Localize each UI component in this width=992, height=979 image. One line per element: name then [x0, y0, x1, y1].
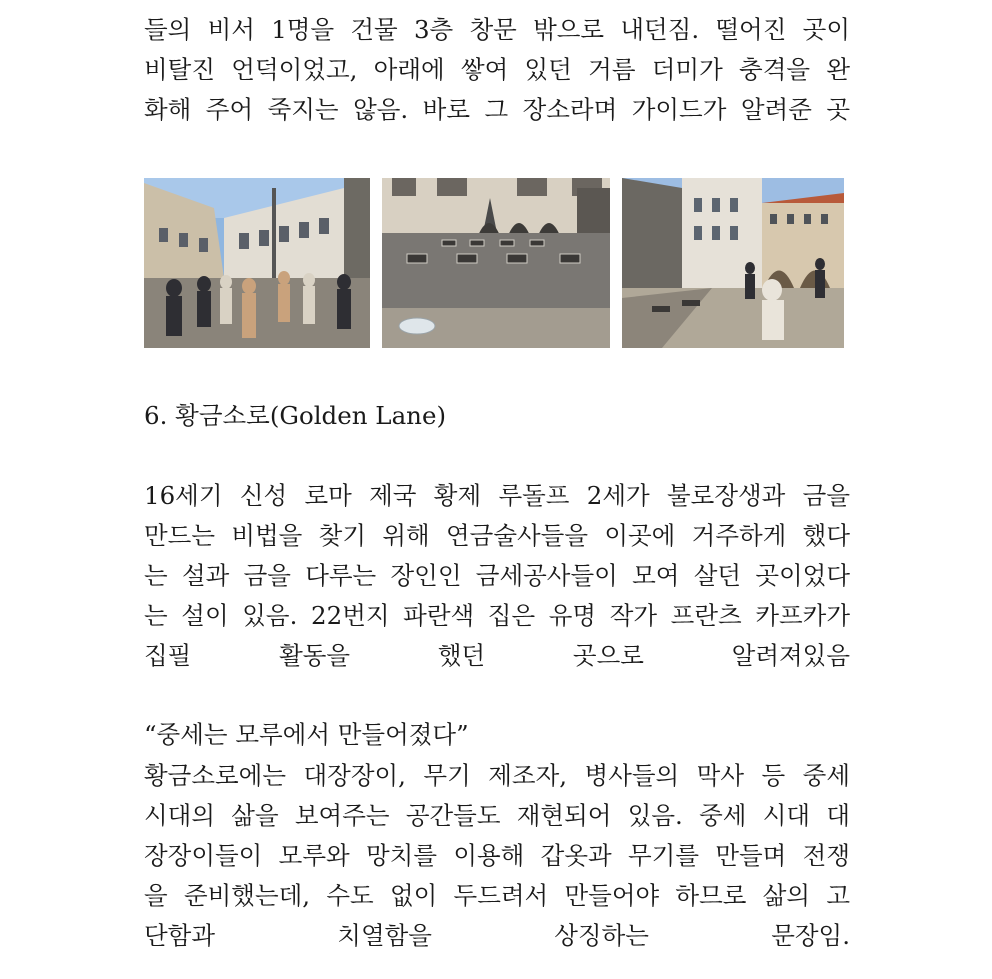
text-line: 시대의 삶을 보여주는 공간들도 재현되어 있음. 중세 시대 대 [144, 801, 850, 830]
text-line: 는 설이 있음. 22번지 파란색 집은 유명 작가 프란츠 카프카가 [144, 601, 850, 630]
text-line: 을 준비했는데, 수도 없이 두드려서 만들어야 하므로 삶의 고 [144, 881, 850, 910]
text-line: 16세기 신성 로마 제국 황제 루돌프 2세가 불로장생과 금을 [144, 481, 850, 510]
anvil-paragraph [144, 756, 850, 956]
text-line: 집필 활동을 했던 곳으로 알려져있음 [144, 641, 850, 670]
text-line: 화해 주어 죽지는 않음. 바로 그 장소라며 가이드가 알려준 곳 [144, 95, 850, 124]
castle-courtyard-photo [622, 178, 844, 348]
text-line: 만드는 비법을 찾기 위해 연금술사들을 이곳에 거주하게 했다 [144, 521, 850, 550]
text-line: 들의 비서 1명을 건물 3층 창문 밖으로 내던짐. 떨어진 곳이 [144, 15, 850, 44]
courtyard-crowd-photo [144, 178, 370, 348]
intro-paragraph [144, 10, 850, 130]
section-heading: 6. 황금소로(Golden Lane) [144, 401, 447, 430]
text-line: 비탈진 언덕이었고, 아래에 쌓여 있던 거름 더미가 충격을 완 [144, 55, 850, 84]
text-line: 는 설과 금을 다루는 장인인 금세공사들이 모여 살던 곳이었다 [144, 561, 850, 590]
text-line: 장장이들이 모루와 망치를 이용해 갑옷과 무기를 만들며 전쟁 [144, 841, 850, 870]
quote-heading: “중세는 모루에서 만들어졌다” [144, 720, 469, 749]
golden-lane-paragraph [144, 476, 850, 676]
text-line: 황금소로에는 대장장이, 무기 제조자, 병사들의 막사 등 중세 [144, 761, 850, 790]
photo-strip [144, 178, 844, 348]
text-line: 단함과 치열함을 상징하는 문장임. [144, 921, 850, 950]
courtyard-plaques-photo [382, 178, 610, 348]
